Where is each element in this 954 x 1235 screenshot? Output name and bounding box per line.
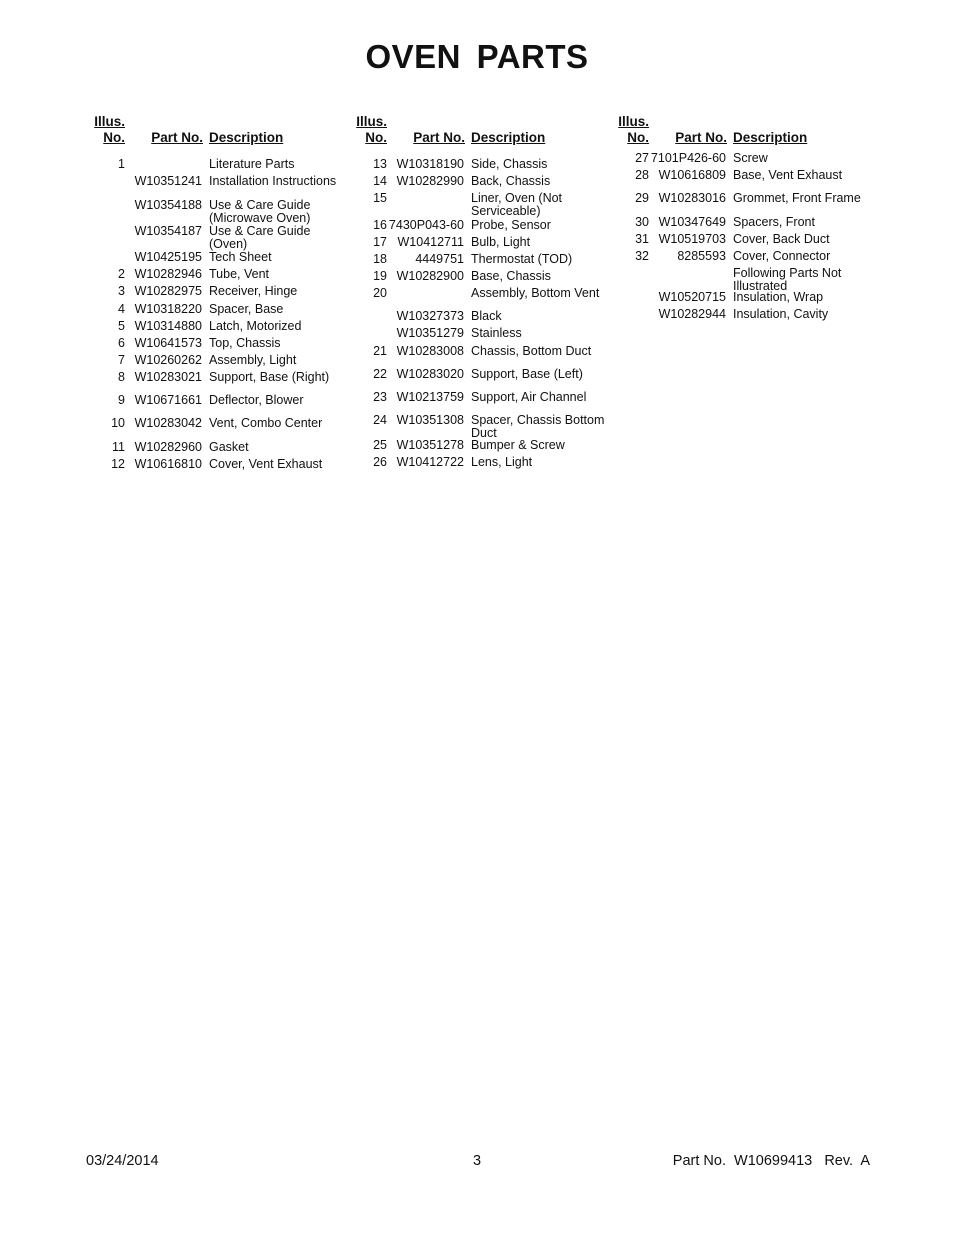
parts-column-2 [351, 113, 605, 493]
part-number: W10616809 [658, 168, 726, 182]
parts-column-1 [89, 113, 339, 493]
header-part-no: Part No. [675, 130, 727, 145]
footer-page-number: 3 [473, 1153, 482, 1169]
footer-part-reference: Part No. W10699413 Rev. A [672, 1153, 870, 1169]
illus-number: 1 [118, 157, 125, 171]
part-number: W10347649 [658, 215, 726, 229]
part-number: W10282946 [134, 267, 202, 281]
illus-number: 25 [373, 438, 387, 452]
part-description: Support, Base (Right) [209, 370, 330, 384]
part-description: Gasket [209, 440, 249, 454]
part-number: W10351241 [134, 174, 202, 188]
illus-number: 17 [373, 235, 387, 249]
part-description: Assembly, Bottom Vent [471, 286, 600, 300]
illus-number: 23 [373, 390, 387, 404]
part-description: Spacer, Chassis Bottom Duct [471, 413, 605, 440]
header-description: Description [471, 130, 546, 145]
part-description: Base, Chassis [471, 269, 551, 283]
part-number: W10671661 [134, 393, 202, 407]
illus-number: 30 [635, 215, 649, 229]
part-number: 8285593 [677, 249, 726, 263]
part-number: W10412722 [396, 455, 464, 469]
part-number: W10351308 [396, 413, 464, 427]
part-description: Spacers, Front [733, 215, 815, 229]
illus-number: 26 [373, 455, 387, 469]
illus-number: 11 [112, 440, 125, 454]
header-illus: Illus. [618, 114, 649, 129]
part-number: W10354188 [134, 198, 202, 212]
part-number: W10283021 [134, 370, 202, 384]
part-description: Probe, Sensor [471, 218, 551, 232]
part-description: Latch, Motorized [209, 319, 302, 333]
part-description: Cover, Vent Exhaust [209, 457, 323, 471]
part-number: W10283020 [396, 367, 464, 381]
part-description: Receiver, Hinge [209, 284, 298, 298]
part-number: W10327373 [396, 309, 464, 323]
part-description: Deflector, Blower [209, 393, 304, 407]
illus-number: 3 [118, 284, 125, 298]
illus-number: 31 [635, 232, 649, 246]
illus-number: 16 [373, 218, 387, 232]
part-description: Stainless [471, 326, 522, 340]
part-description: Literature Parts [209, 157, 295, 171]
illus-number: 9 [118, 393, 125, 407]
part-description: Liner, Oven (Not Serviceable) [471, 191, 563, 218]
part-description: Top, Chassis [209, 336, 281, 350]
header-illus: Illus. [356, 114, 387, 129]
part-description: Support, Air Channel [471, 390, 587, 404]
illus-number: 12 [111, 457, 125, 471]
part-number: W10283008 [396, 344, 464, 358]
illus-number: 18 [373, 252, 387, 266]
page-title: OVEN PARTS [365, 38, 589, 75]
illus-number: 13 [373, 157, 387, 171]
footer-date: 03/24/2014 [86, 1153, 159, 1169]
part-description: Tube, Vent [209, 267, 269, 281]
part-number: W10282990 [396, 174, 464, 188]
part-description: Insulation, Wrap [733, 290, 824, 304]
part-number: W10283016 [658, 191, 726, 205]
part-number: W10519703 [658, 232, 726, 246]
parts-column-3 [613, 113, 863, 493]
part-number: W10520715 [658, 290, 726, 304]
header-no: No. [627, 130, 649, 145]
part-description: Bulb, Light [471, 235, 531, 249]
part-number: W10282900 [396, 269, 464, 283]
part-description: Grommet, Front Frame [733, 191, 861, 205]
part-description: Spacer, Base [209, 302, 284, 316]
part-number: W10354187 [134, 224, 202, 238]
part-description: Use & Care Guide (Microwave Oven) [209, 198, 311, 225]
header-no: No. [365, 130, 387, 145]
part-description: Vent, Combo Center [209, 416, 323, 430]
illus-number: 7 [118, 353, 125, 367]
part-number: W10282944 [658, 307, 726, 321]
illus-number: 14 [373, 174, 387, 188]
header-part-no: Part No. [151, 130, 203, 145]
part-description: Thermostat (TOD) [471, 252, 573, 266]
part-number: W10351279 [396, 326, 464, 340]
illus-number: 6 [118, 336, 125, 350]
header-no: No. [103, 130, 125, 145]
illus-number: 27 [635, 151, 649, 165]
part-number: 7101P426-60 [650, 151, 726, 165]
part-number: W10318220 [134, 302, 202, 316]
header-part-no: Part No. [413, 130, 465, 145]
header-illus: Illus. [94, 114, 125, 129]
illus-number: 2 [118, 267, 125, 281]
illus-number: 20 [373, 286, 387, 300]
illus-number: 21 [373, 344, 387, 358]
illus-number: 4 [118, 302, 125, 316]
part-description: Black [471, 309, 502, 323]
part-description: Cover, Connector [733, 249, 831, 263]
part-description: Bumper & Screw [471, 438, 565, 452]
part-number: W10260262 [134, 353, 202, 367]
part-description: Following Parts Not Illustrated [733, 266, 842, 293]
part-number: 7430P043-60 [388, 218, 464, 232]
part-number: W10425195 [134, 250, 202, 264]
illus-number: 24 [373, 413, 387, 427]
part-number: 4449751 [415, 252, 464, 266]
part-number: W10641573 [134, 336, 202, 350]
part-number: W10318190 [396, 157, 464, 171]
part-number: W10282975 [134, 284, 202, 298]
illus-number: 8 [118, 370, 125, 384]
part-description: Cover, Back Duct [733, 232, 830, 246]
illus-number: 15 [373, 191, 387, 205]
part-number: W10213759 [396, 390, 464, 404]
part-description: Assembly, Light [209, 353, 297, 367]
header-description: Description [209, 130, 284, 145]
part-number: W10314880 [134, 319, 202, 333]
part-description: Insulation, Cavity [733, 307, 829, 321]
part-description: Lens, Light [471, 455, 533, 469]
part-description: Use & Care Guide (Oven) [209, 224, 311, 251]
part-number: W10616810 [134, 457, 202, 471]
part-number: W10412711 [397, 235, 464, 249]
part-description: Tech Sheet [209, 250, 272, 264]
illus-number: 32 [635, 249, 649, 263]
part-number: W10351278 [396, 438, 464, 452]
part-number: W10282960 [134, 440, 202, 454]
illus-number: 19 [373, 269, 387, 283]
illus-number: 10 [111, 416, 125, 430]
part-number: W10283042 [134, 416, 202, 430]
part-description: Support, Base (Left) [471, 367, 583, 381]
part-description: Back, Chassis [471, 174, 551, 188]
part-description: Screw [733, 151, 768, 165]
illus-number: 28 [635, 168, 649, 182]
illus-number: 29 [635, 191, 649, 205]
illus-number: 22 [373, 367, 387, 381]
part-description: Base, Vent Exhaust [733, 168, 843, 182]
part-description: Side, Chassis [471, 157, 548, 171]
illus-number: 5 [118, 319, 125, 333]
header-description: Description [733, 130, 808, 145]
part-description: Installation Instructions [209, 174, 337, 188]
part-description: Chassis, Bottom Duct [471, 344, 592, 358]
